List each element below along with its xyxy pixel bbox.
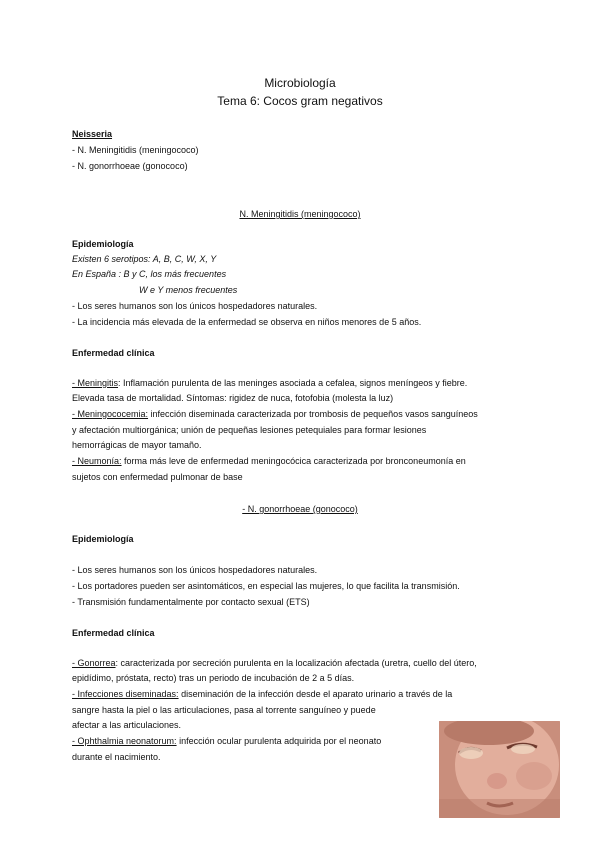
epidemiology-item: - La incidencia más elevada de la enfermedad se observa en niños menores de 5 años.: [72, 317, 422, 327]
ophthalmia-text: infección ocular purulenta adquirida por el neonato: [176, 736, 382, 746]
neonate-photo: [439, 721, 560, 818]
meningitis-text: : Inflamación purulenta de las meninges asociada a cefalea, signos meníngeos y fiebre.: [118, 378, 468, 388]
clinical-heading: Enfermedad clínica: [72, 348, 155, 358]
document-title: Microbiología: [264, 76, 336, 90]
meningococcemia-label: - Meningococemia:: [72, 409, 149, 419]
neisseria-item: - N. gonorrhoeae (gonococo): [72, 161, 188, 171]
ophthalmia-text-cont: durante el nacimiento.: [72, 752, 161, 762]
serotypes-text: Existen 6 serotipos: A, B, C, W, X, Y: [72, 254, 217, 264]
meningitis-text-cont: Elevada tasa de mortalidad. Síntomas: rigidez de nuca, fotofobia (molesta la luz): [72, 393, 394, 403]
neumonia-entry: [72, 456, 466, 467]
neisseria-item: - N. Meningitidis (meningococo): [72, 145, 199, 155]
gonorrea-label: - Gonorrea: [72, 658, 116, 668]
ophthalmia-label: - Ophthalmia neonatorum:: [72, 736, 177, 746]
spain-text-cont: W e Y menos frecuentes: [139, 285, 238, 295]
meningitis-entry: [72, 378, 467, 389]
neisseria-heading: Neisseria: [72, 129, 113, 139]
document-subtitle: Tema 6: Cocos gram negativos: [217, 94, 383, 108]
spain-text: En España : B y C, los más frecuentes: [72, 269, 227, 279]
meningococcemia-entry: [72, 409, 478, 420]
epidemiology-heading: Epidemiología: [72, 239, 134, 249]
meningococcemia-text-cont: y afectación multiorgánica; unión de pequeñas lesiones petequiales para formar lesiones: [72, 425, 427, 435]
epidemiology-item: - Transmisión fundamentalmente por contacto sexual (ETS): [72, 597, 310, 607]
epidemiology-heading: Epidemiología: [72, 534, 134, 544]
neumonia-text: forma más leve de enfermedad meningocócica caracterizada por bronconeumonía en: [121, 456, 466, 466]
neonate-photo-icon: [439, 721, 560, 818]
neumonia-label: - Neumonía:: [72, 456, 122, 466]
epidemiology-item: - Los seres humanos son los únicos hospedadores naturales.: [72, 565, 318, 575]
gonorrhoeae-heading: - N. gonorrhoeae (gonococo): [242, 504, 358, 514]
infecciones-entry: [72, 689, 452, 700]
epidemiology-item: - Los seres humanos son los únicos hospedadores naturales.: [72, 301, 318, 311]
infecciones-text-cont: afectar a las articulaciones.: [72, 720, 182, 730]
meningococcemia-text: infección diseminada caracterizada por trombosis de pequeños vasos sanguíneos: [148, 409, 478, 419]
clinical-heading: Enfermedad clínica: [72, 628, 155, 638]
neumonia-text-cont: sujetos con enfermedad pulmonar de base: [72, 472, 243, 482]
infecciones-text: diseminación de la infección desde el aparato urinario a través de la: [178, 689, 453, 699]
gonorrea-entry: [72, 658, 477, 669]
meningitidis-heading: N. Meningitidis (meningococo): [239, 209, 361, 219]
ophthalmia-entry: [72, 736, 381, 747]
gonorrea-text: : caracterizada por secreción purulenta en la localización afectada (uretra, cuello del útero,: [115, 658, 477, 668]
infecciones-label: - Infecciones diseminadas:: [72, 689, 179, 699]
meningitis-label: - Meningitis: [72, 378, 119, 388]
gonorrea-text-cont: epidídimo, próstata, recto) tras un periodo de incubación de 2 a 5 días.: [72, 673, 355, 683]
epidemiology-item: - Los portadores pueden ser asintomáticos, en especial las mujeres, lo que facilita la transmisión.: [72, 581, 460, 591]
infecciones-text-cont: sangre hasta la piel o las articulaciones, pasa al torrente sanguíneo y puede: [72, 705, 376, 715]
meningococcemia-text-cont: hemorrágicas de mayor tamaño.: [72, 440, 202, 450]
